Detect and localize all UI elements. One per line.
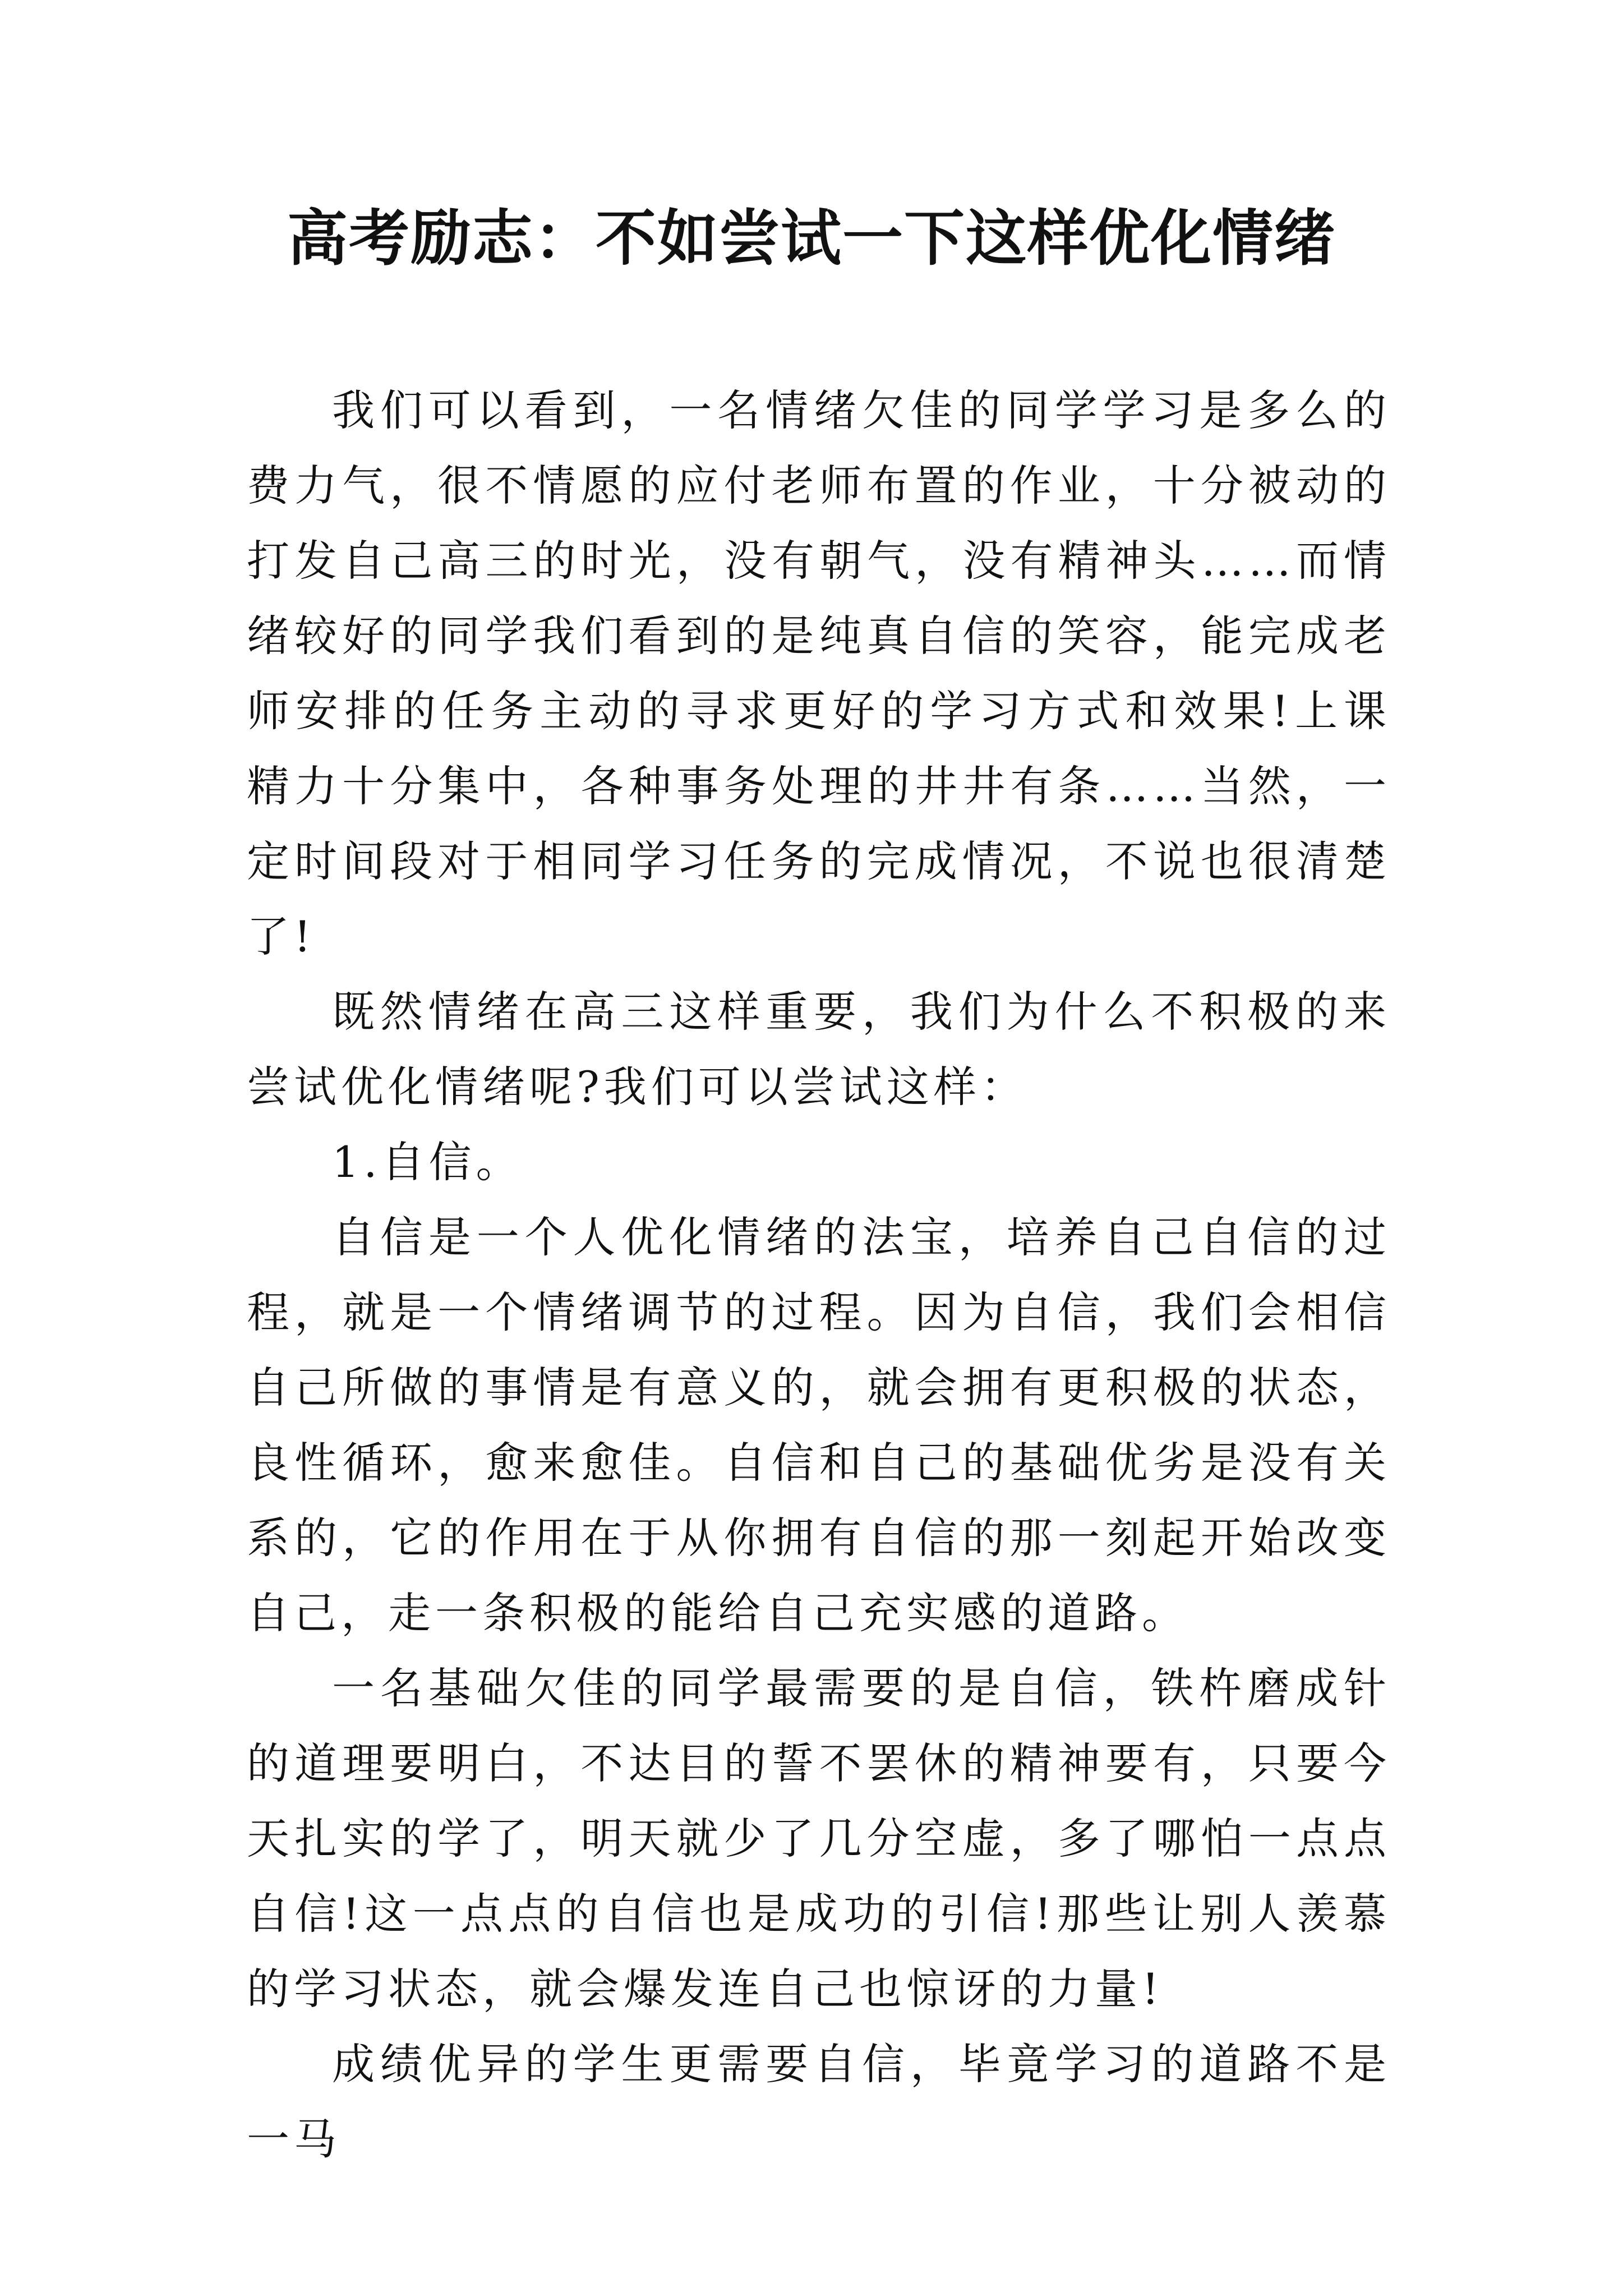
paragraph-4: 一名基础欠佳的同学最需要的是自信，铁杵磨成针的道理要明白，不达目的誓不罢休的精神要有，只要今天扎实的学了，明天就少了几分空虚，多了哪怕一点点自信!这一点点的自信也是成功的引信!那些让别人羡慕的学习状态，就会爆发连自己也惊讶的力量! <box>247 1663 1391 2014</box>
paragraph-3: 自信是一个人优化情绪的法宝，培养自己自信的过程，就是一个情绪调节的过程。因为自信，我们会相信自己所做的事情是有意义的，就会拥有更积极的状态，良性循环，愈来愈佳。自信和自己的基础优劣是没有关系的，它的作用在于从你拥有自信的那一刻起开始改变自己，走一条积极的能给自己充实感的道路。 <box>247 1212 1391 1638</box>
document-body <box>247 373 1391 2177</box>
list-item-heading-1: 1.自信。 <box>332 1137 523 1187</box>
paragraph-2: 既然情绪在高三这样重要，我们为什么不积极的来尝试优化情绪呢?我们可以尝试这样： <box>247 987 1391 1112</box>
paragraph-5: 成绩优异的学生更需要自信，毕竟学习的道路不是一马 <box>247 2039 1391 2164</box>
document-title: 高考励志：不如尝试一下这样优化情绪 <box>287 203 1336 274</box>
paragraph-1: 我们可以看到，一名情绪欠佳的同学学习是多么的费力气，很不情愿的应付老师布置的作业，十分被动的打发自己高三的时光，没有朝气，没有精神头……而情绪较好的同学我们看到的是纯真自信的笑容，能完成老师安排的任务主动的寻求更好的学习方式和效果!上课精力十分集中，各种事务处理的井井有条……当然，一定时间段对于相同学习任务的完成情况，不说也很清楚了! <box>247 385 1391 961</box>
